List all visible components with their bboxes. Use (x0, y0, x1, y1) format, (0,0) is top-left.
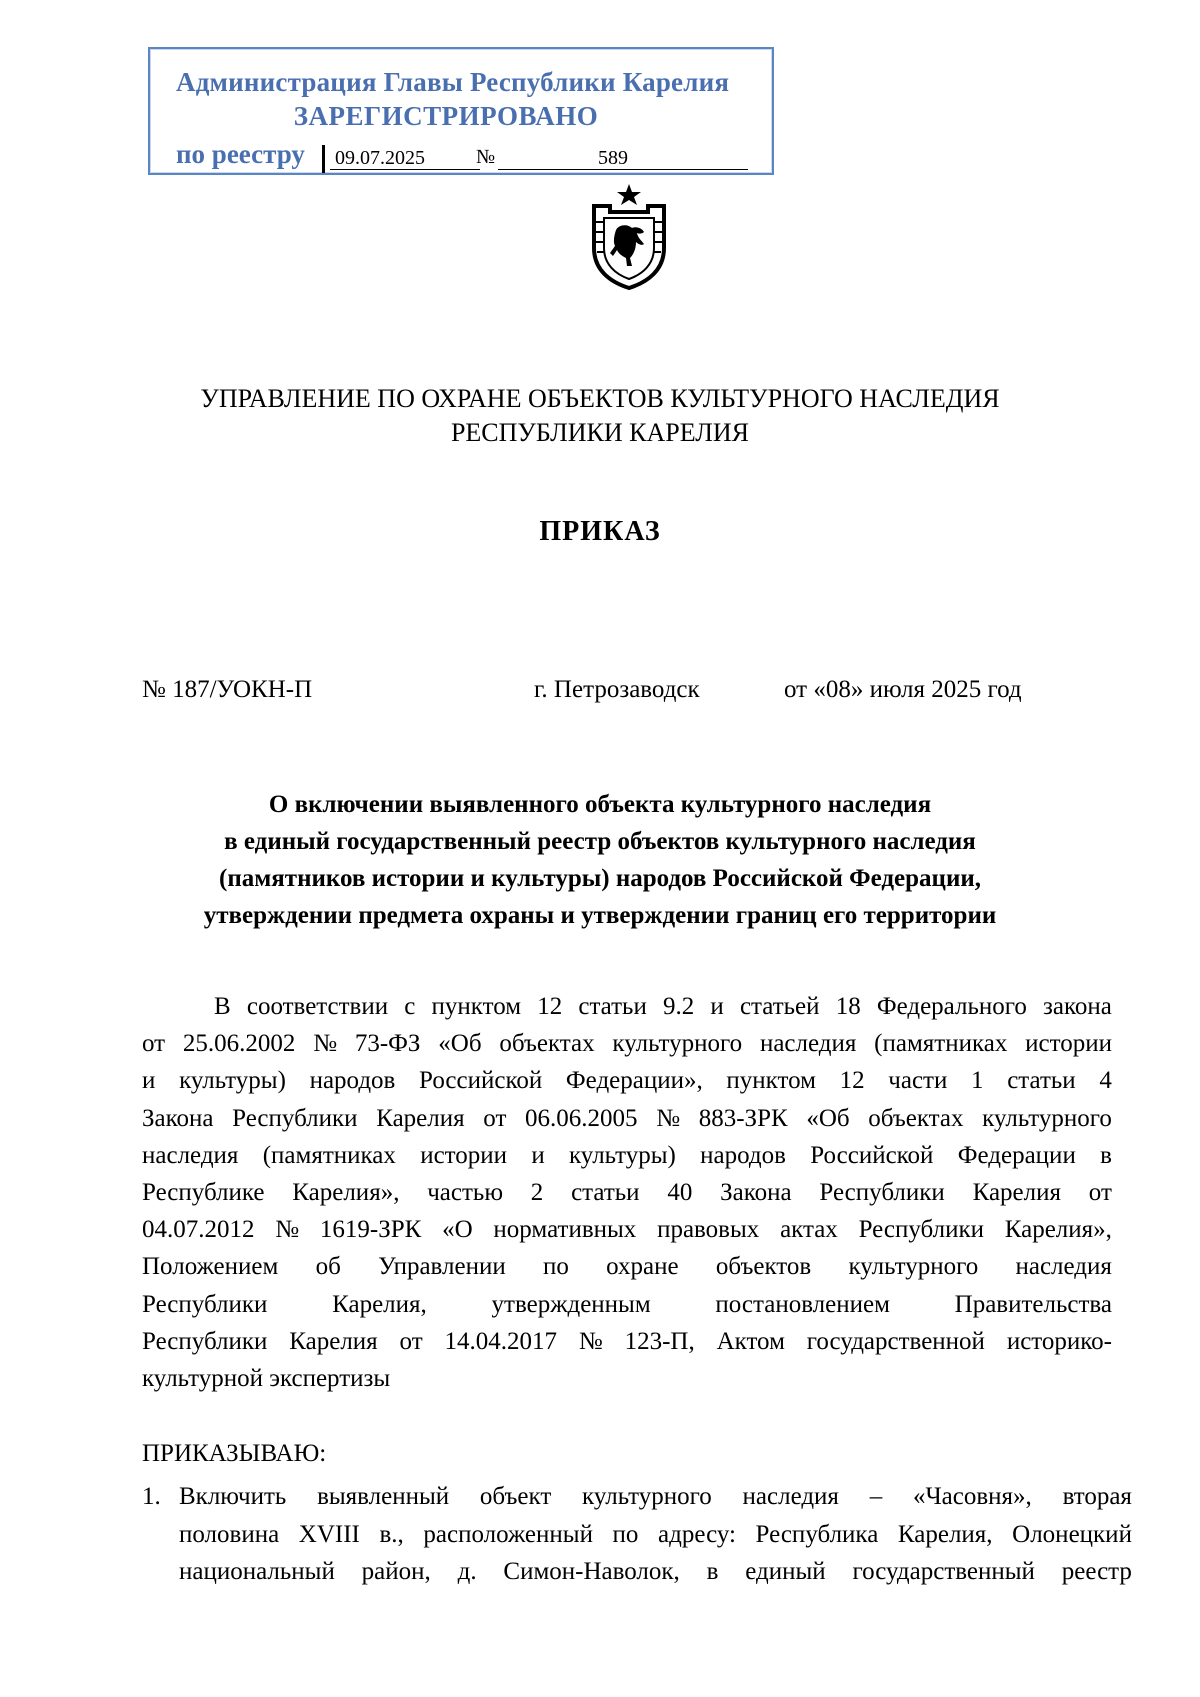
order-item-text (179, 1478, 1132, 1591)
document-type: ПРИКАЗ (539, 516, 661, 547)
stamp-registry-label: по реестру (176, 139, 305, 169)
karelia-coat-of-arms-icon (586, 182, 672, 290)
stamp-date: 09.07.2025 (335, 147, 425, 169)
order-date: от «08» июля 2025 год (784, 676, 1022, 703)
preamble-line: Республике Карелия», частью 2 статьи 40 Закона Республики Карелия от (142, 1179, 1112, 1207)
subject-line: утверждении предмета охраны и утверждении границ его территории (203, 902, 997, 929)
preamble-line: Республики Карелия от 14.04.2017 № 123-П, Актом государственной историко- (142, 1327, 1112, 1355)
preamble-line: и культуры) народов Российской Федерации», пунктом 12 части 1 статьи 4 (142, 1067, 1112, 1095)
order-city: г. Петрозаводск (534, 676, 700, 703)
stamp-authority: Администрация Главы Республики Карелия (176, 67, 730, 97)
stamp-cursor-bar (322, 145, 325, 173)
stamp-registry-row (176, 139, 756, 173)
order-item-line: Включить выявленный объект культурного наследия – «Часовня», вторая (179, 1483, 1132, 1510)
order-directive: ПРИКАЗЫВАЮ: (142, 1440, 327, 1467)
org-line-2: РЕСПУБЛИКИ КАРЕЛИЯ (450, 418, 750, 447)
stamp-date-underline (330, 169, 480, 170)
preamble-paragraph (142, 988, 1112, 1397)
order-item-number: 1. (142, 1483, 161, 1510)
subject-line: (памятников истории и культуры) народов Российской Федерации, (219, 865, 981, 892)
preamble-line: Закона Республики Карелия от 06.06.2005 № 883-ЗРК «Об объектах культурного (142, 1104, 1112, 1132)
preamble-line: наследия (памятниках истории и культуры) народов Российской Федерации в (142, 1141, 1112, 1169)
preamble-line: Положением об Управлении по охране объектов культурного наследия (142, 1253, 1112, 1281)
registration-stamp (148, 47, 774, 175)
stamp-registered: ЗАРЕГИСТРИРОВАНО (293, 101, 599, 131)
preamble-line: от 25.06.2002 № 73-ФЗ «Об объектах культурного наследия (памятниках истории (142, 1030, 1112, 1058)
order-number: № 187/УОКН-П (142, 676, 313, 703)
order-item-line: национальный район, д. Симон-Наволок, в единый государственный реестр (179, 1558, 1132, 1585)
subject-line: О включении выявленного объекта культурного наследия (268, 791, 932, 818)
order-item-line: половина XVIII в., расположенный по адресу: Республика Карелия, Олонецкий (179, 1520, 1132, 1548)
order-subject (0, 786, 1200, 934)
subject-line: в единый государственный реестр объектов культурного наследия (224, 828, 976, 855)
org-line-1: УПРАВЛЕНИЕ ПО ОХРАНЕ ОБЪЕКТОВ КУЛЬТУРНОГО НАСЛЕДИЯ (200, 384, 1000, 413)
stamp-number: 589 (598, 147, 628, 169)
preamble-line: культурной экспертизы (142, 1365, 391, 1393)
preamble-line: 04.07.2012 № 1619-ЗРК «О нормативных правовых актах Республики Карелия», (142, 1216, 1112, 1244)
preamble-line: В соответствии с пунктом 12 статьи 9.2 и статьей 18 Федерального закона (214, 993, 1112, 1020)
organization-name (0, 382, 1200, 450)
preamble-line: Республики Карелия, утвержденным постановлением Правительства (142, 1290, 1112, 1318)
stamp-number-sign: № (476, 146, 496, 168)
